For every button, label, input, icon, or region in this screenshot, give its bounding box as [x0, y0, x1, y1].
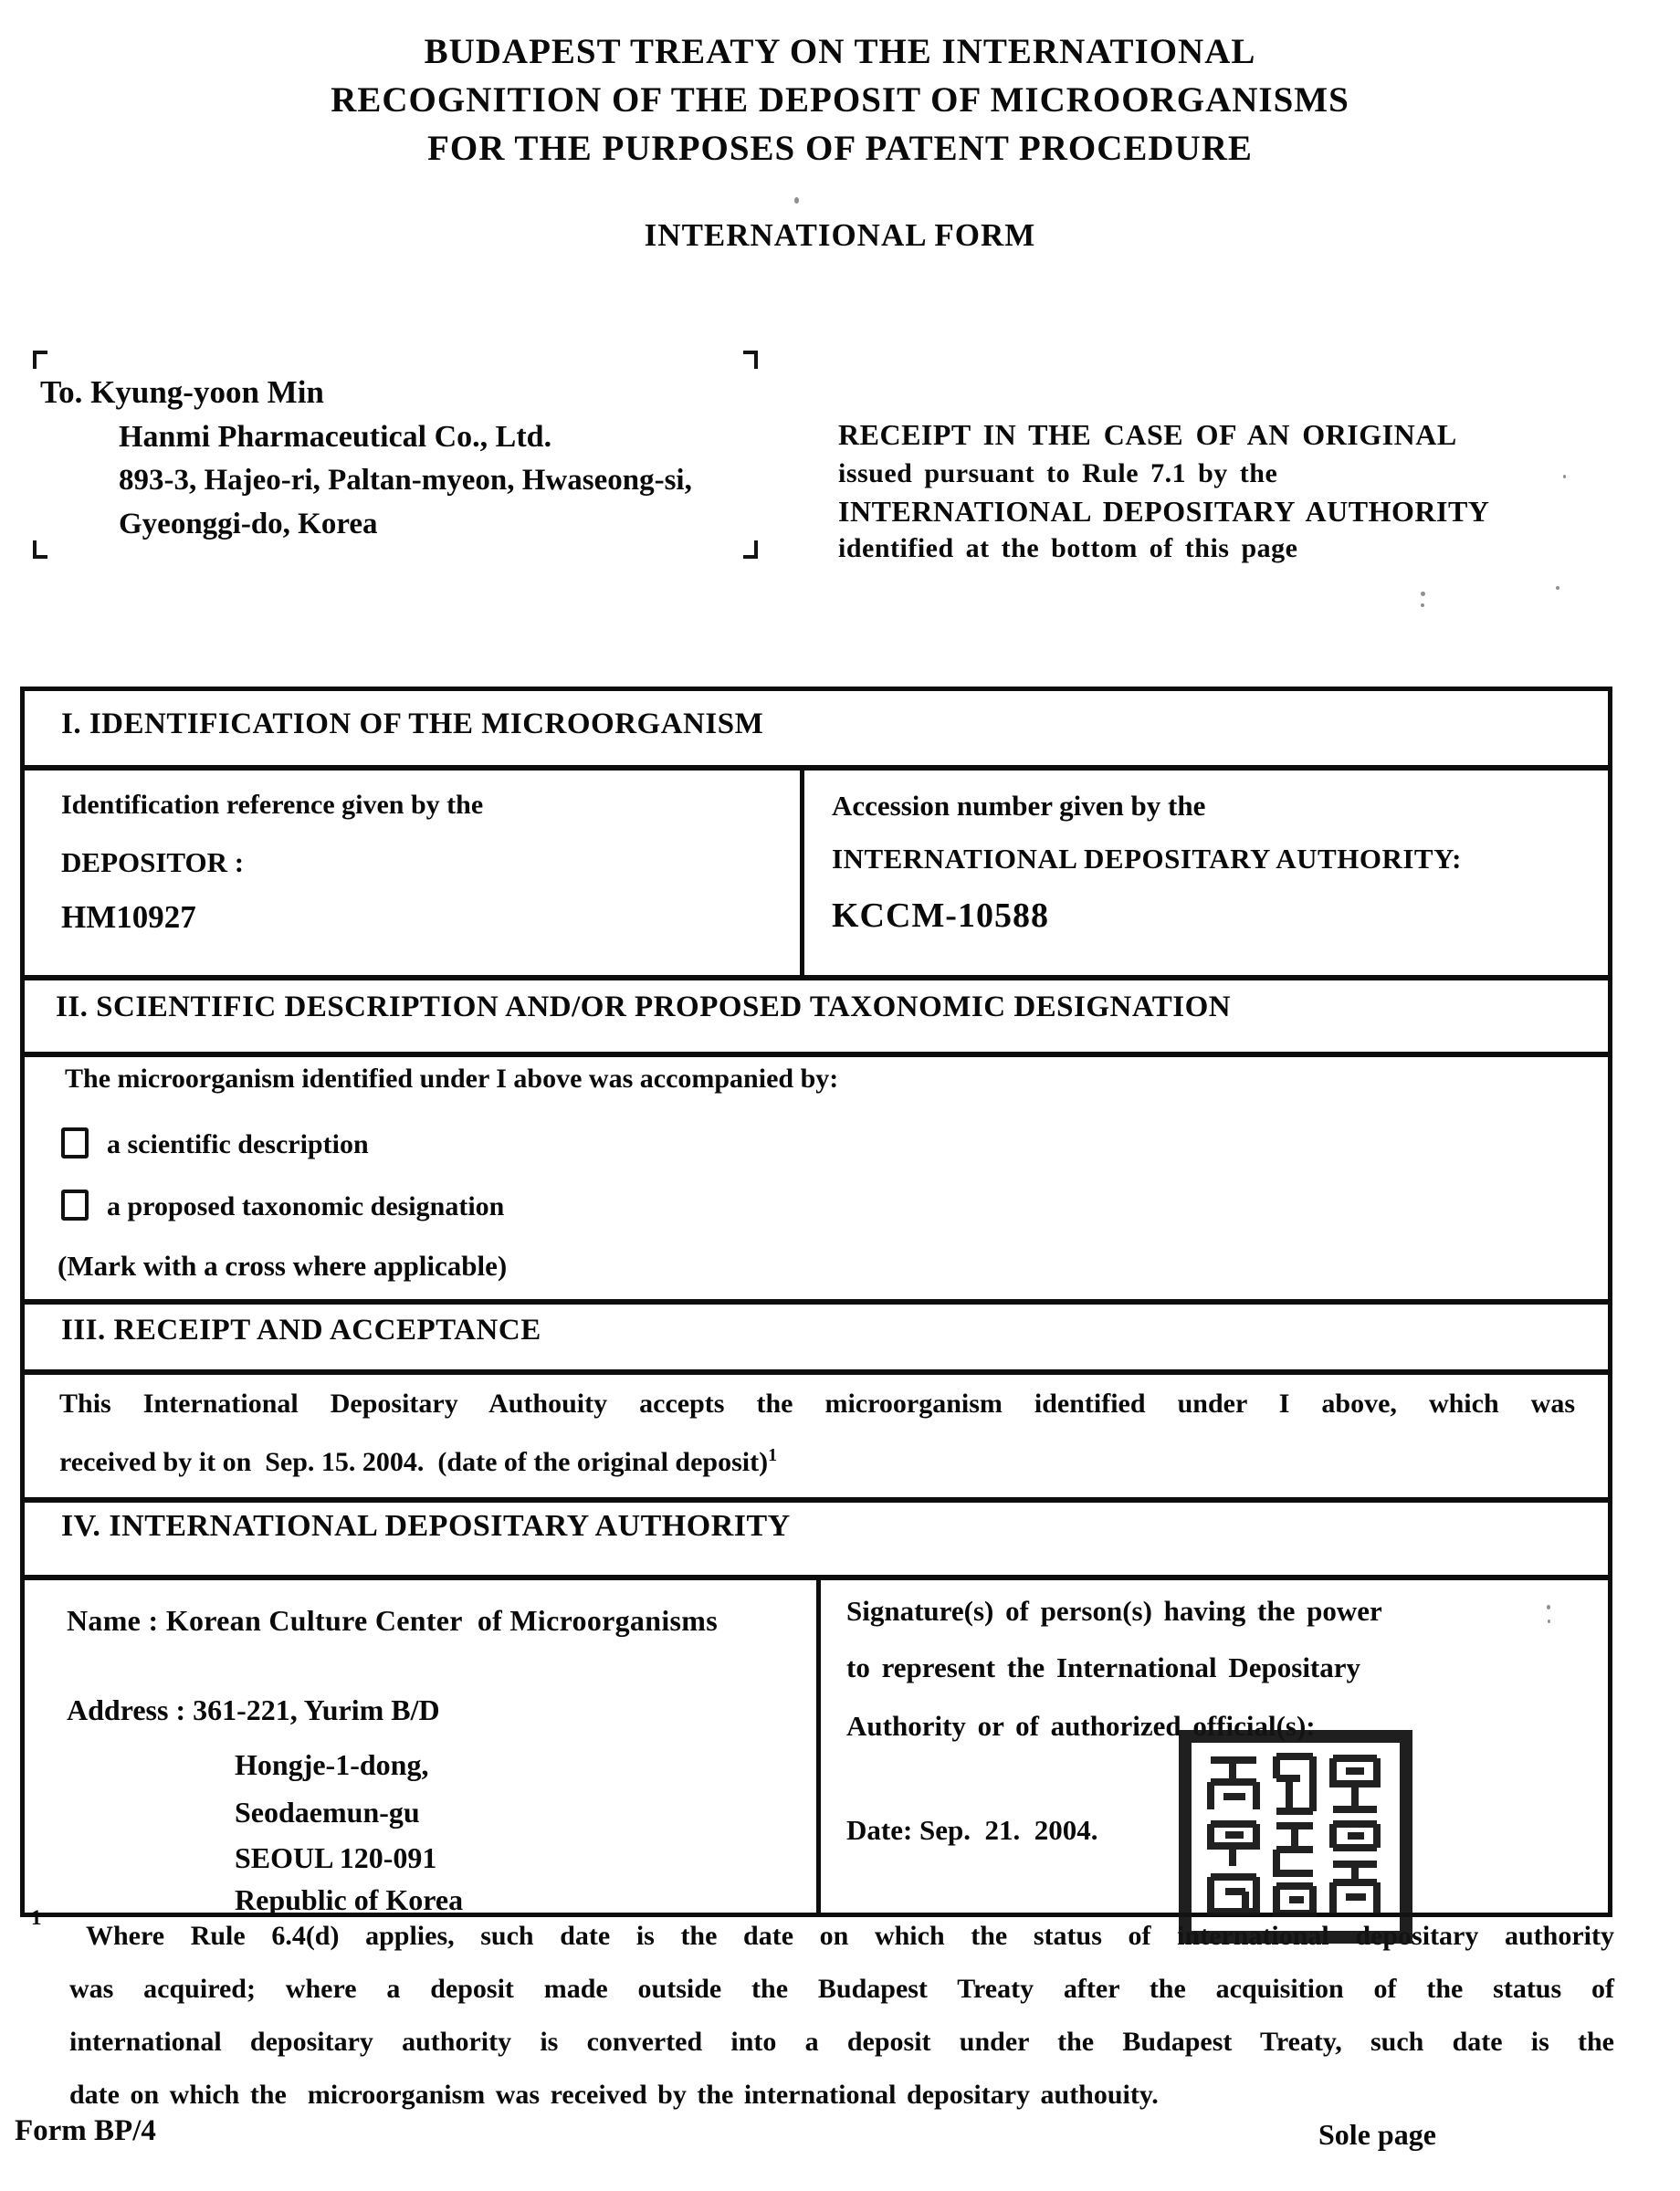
table-rule: [25, 1299, 1608, 1305]
table-rule: [25, 1369, 1608, 1375]
ida-label: INTERNATIONAL DEPOSITARY AUTHORITY:: [832, 843, 1462, 875]
table-rule: [25, 975, 1608, 980]
footnote-line: was acquired; where a deposit made outside the Budapest Treaty after the acquisition of the status of: [69, 1974, 1614, 2004]
table-divider: [800, 771, 804, 975]
receipt-notice-line: INTERNATIONAL DEPOSITARY AUTHORITY: [838, 495, 1490, 528]
depositor-reference-value: HM10927: [61, 899, 196, 935]
section-3-heading: III. RECEIPT AND ACCEPTANCE: [61, 1314, 541, 1347]
scan-noise: [1421, 603, 1424, 607]
section-2-intro: The microorganism identified under I above was accompanied by:: [65, 1064, 839, 1094]
korean-ida-seal-stamp: [1178, 1729, 1413, 1945]
footer-page-label: Sole page: [1318, 2118, 1436, 2151]
signature-statement-line: Authority or of authorized official(s):: [846, 1710, 1316, 1742]
table-rule: [25, 1497, 1608, 1503]
depositor-reference-label: Identification reference given by the: [61, 790, 484, 820]
ida-address-value: 361-221, Yurim B/D: [193, 1693, 440, 1726]
section-3-body-line: [59, 1445, 777, 1478]
footnote-line: Where Rule 6.4(d) applies, such date is the date on which the status of international depositary authority: [86, 1921, 1614, 1951]
footer-form-code: Form BP/4: [15, 2114, 156, 2147]
scan-noise: [1421, 592, 1425, 596]
depositor-label: DEPOSITOR :: [61, 846, 245, 878]
crop-corner-icon: [743, 351, 758, 369]
receipt-notice-line: issued pursuant to Rule 7.1 by the: [838, 458, 1278, 488]
taxonomic-designation-checkbox[interactable]: [61, 1190, 89, 1221]
table-rule: [25, 1052, 1608, 1057]
date-value: Sep. 21. 2004.: [919, 1814, 1098, 1846]
crop-corner-icon: [743, 540, 758, 559]
scan-noise: [1548, 1620, 1550, 1623]
accession-number-value: KCCM-10588: [832, 896, 1049, 935]
ida-address-line: Republic of Korea: [235, 1883, 464, 1916]
signature-statement-line: Signature(s) of person(s) having the power: [846, 1595, 1382, 1627]
receipt-date-text: received by it on Sep. 15. 2004. (date of the original deposit): [59, 1447, 769, 1477]
signature-statement-line: to represent the International Depositary: [846, 1651, 1361, 1683]
footnote-line: date on which the microorganism was received by the international depositary authouity.: [69, 2080, 1159, 2110]
ida-address-row: [67, 1693, 440, 1727]
section-3-body-line: This International Depositary Authouity accepts the microorganism identified under I above, which was: [59, 1389, 1575, 1419]
receipt-notice-line: identified at the bottom of this page: [838, 533, 1298, 563]
recipient-company: Hanmi Pharmaceutical Co., Ltd.: [119, 420, 552, 454]
form-type-label: INTERNATIONAL FORM: [644, 217, 1036, 253]
section-1-heading: I. IDENTIFICATION OF THE MICROORGANISM: [61, 708, 764, 740]
ida-name-value: Korean Culture Center of Microorganisms: [165, 1604, 718, 1637]
crop-corner-icon: [33, 540, 47, 559]
table-divider: [816, 1580, 821, 1913]
ida-name-label: Name :: [67, 1604, 159, 1637]
section-2-heading: II. SCIENTIFIC DESCRIPTION AND/OR PROPOSED TAXONOMIC DESIGNATION: [56, 991, 1232, 1023]
form-title-line: FOR THE PURPOSES OF PATENT PROCEDURE: [427, 129, 1253, 168]
ida-address-line: SEOUL 120-091: [235, 1841, 437, 1874]
date-row: [846, 1814, 1098, 1847]
ida-name-row: [67, 1604, 718, 1638]
scan-noise: [1563, 475, 1566, 478]
recipient-street: 893-3, Hajeo-ri, Paltan-myeon, Hwaseong-si,: [119, 464, 692, 497]
section-4-heading: IV. INTERNATIONAL DEPOSITARY AUTHORITY: [61, 1509, 791, 1543]
footnote-line: international depositary authority is converted into a deposit under the Budapest Treaty, such date is the: [69, 2027, 1614, 2057]
section-2-note: (Mark with a cross where applicable): [58, 1250, 508, 1282]
form-title-line: BUDAPEST TREATY ON THE INTERNATIONAL: [424, 32, 1256, 71]
scan-noise: [1556, 586, 1559, 590]
date-label: Date:: [846, 1814, 913, 1846]
table-rule: [25, 765, 1608, 771]
recipient-to-line: To. Kyung-yoon Min: [40, 374, 324, 410]
recipient-region: Gyeonggi-do, Korea: [119, 508, 378, 540]
footnote-marker: 1: [31, 1906, 42, 1929]
crop-corner-icon: [33, 351, 47, 369]
form-title-line: RECOGNITION OF THE DEPOSIT OF MICROORGANISMS: [331, 80, 1349, 120]
scan-noise: [1547, 1605, 1550, 1609]
scientific-description-checkbox[interactable]: [61, 1127, 89, 1158]
ida-address-label: Address :: [67, 1693, 186, 1726]
recipient-address-window: [33, 351, 758, 559]
footnote-reference: 1: [768, 1445, 778, 1465]
scan-noise: [794, 197, 799, 204]
taxonomic-designation-label: a proposed taxonomic designation: [107, 1191, 505, 1221]
ida-address-line: Seodaemun-gu: [235, 1796, 420, 1829]
scientific-description-label: a scientific description: [107, 1129, 369, 1159]
option-row: [61, 1190, 504, 1222]
receipt-notice-line: RECEIPT IN THE CASE OF AN ORIGINAL: [838, 418, 1457, 451]
accession-number-label: Accession number given by the: [832, 790, 1206, 822]
form-title: [0, 27, 1680, 173]
ida-address-line: Hongje-1-dong,: [235, 1748, 429, 1781]
option-row: [61, 1127, 369, 1160]
